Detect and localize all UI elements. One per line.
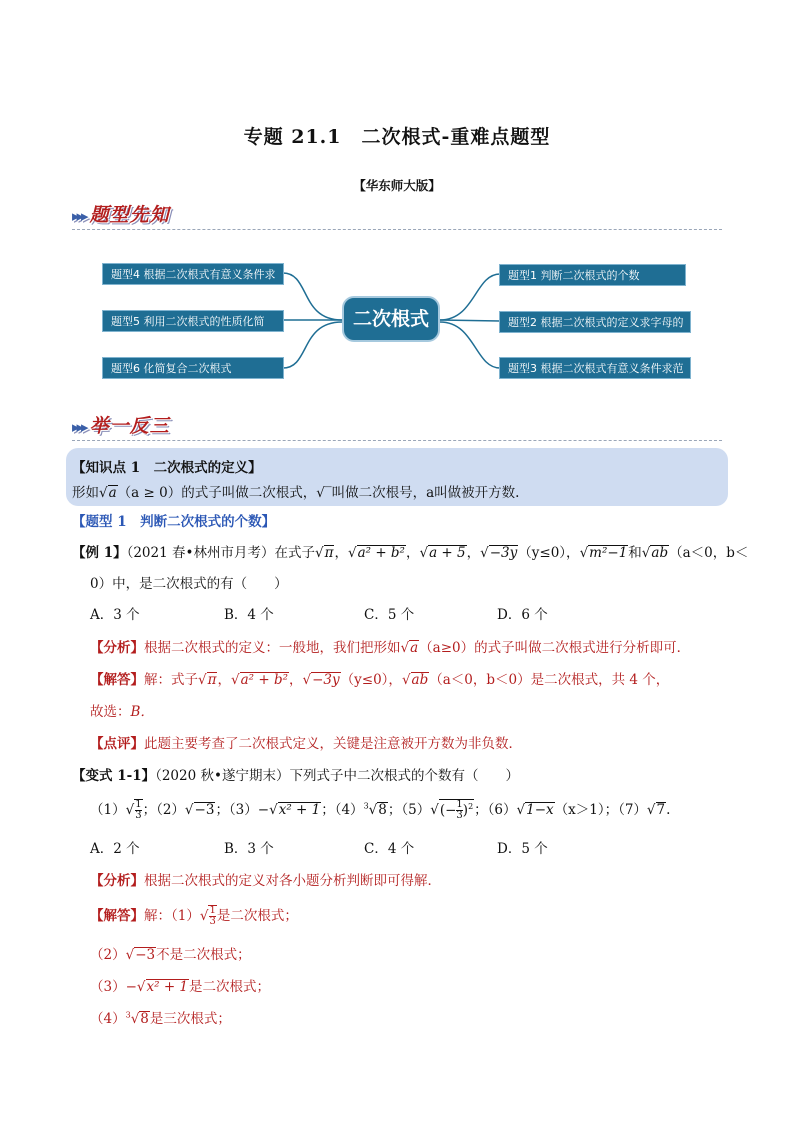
- mindmap-node-type5: 题型5 利用二次根式的性质化简: [102, 310, 284, 332]
- example1-line2: 0）中，是二次根式的有（ ）: [90, 576, 288, 592]
- radical-a: a: [108, 485, 117, 501]
- connector-right-3: [440, 322, 500, 368]
- example1-option-c: C．5 个: [364, 607, 415, 623]
- variant1-answer-2: （2）√−3不是二次根式；: [90, 947, 251, 963]
- section-divider: [72, 229, 722, 230]
- example1-analysis: 【分析】根据二次根式的定义：一般地，我们把形如√a（a≥0）的式子叫做二次根式进行分析即可．: [90, 640, 691, 656]
- example1-option-b: B．4 个: [224, 607, 274, 623]
- section-practice-heading: [72, 411, 170, 438]
- connector-right-1: [440, 274, 500, 320]
- variant1-option-a: A．2 个: [90, 841, 140, 857]
- mindmap-center-node: 二次根式: [342, 296, 440, 342]
- knowledge-definition: 形如√a（a ≥ 0）的式子叫做二次根式，√‾叫做二次根号，a叫做被开方数.: [72, 485, 520, 501]
- variant1-answer-4: $(4)^3√8$是三次根式；: [90, 1010, 231, 1027]
- mindmap-node-type2: 题型2 根据二次根式的定义求字母的值: [499, 311, 691, 333]
- mindmap-node-type4: 题型4 根据二次根式有意义条件求值: [102, 263, 284, 285]
- mindmap-node-type3: 题型3 根据二次根式有意义条件求范围: [499, 357, 691, 379]
- section-divider: [72, 440, 722, 441]
- example1-comment: 【点评】此题主要考查了二次根式定义，关键是注意被开方数为非负数．: [90, 736, 522, 752]
- variant1-option-d: D．5 个: [497, 841, 548, 857]
- example1-option-d: D．6 个: [497, 607, 548, 623]
- variant1-option-b: B．3 个: [224, 841, 274, 857]
- section-preview-heading: [72, 200, 170, 227]
- variant1-items: （1）√ $\frac{1}{3}$ ；（2）√−3；（3）−√x² + 1；$(4)^3√8$；（5）√(− $\frac{1}{3}$ )$^2$；（6）√1−x（x＞1）；（7）√7.: [90, 799, 671, 821]
- page-title: 专题 21.1 二次根式-重难点题型: [243, 126, 551, 148]
- example1-label: 【例 1】: [72, 545, 127, 561]
- connector-right-2: [440, 320, 500, 321]
- variant1-header: 【变式 1-1】（2020 秋•遂宁期末）下列式子中二次根式的个数有（ ）: [72, 768, 519, 784]
- connector-left-1: [283, 273, 342, 320]
- mindmap-node-type6: 题型6 化简复合二次根式: [102, 357, 284, 379]
- edition-label: 【华东师大版】: [353, 178, 441, 193]
- mindmap-node-type1: 题型1 判断二次根式的个数: [499, 264, 686, 286]
- type1-heading: 【题型 1 判断二次根式的个数】: [72, 514, 276, 530]
- variant1-analysis: 【分析】根据二次根式的定义对各小题分析判断即可得解．: [90, 873, 441, 889]
- example1-line1: 【例 1】（2021 春•林州市月考）在式子√π，√a² + b²，√a + 5，√−3y（y≤0），√m²−1和√ab（a＜0，b＜: [72, 545, 749, 561]
- example1-choice: 故选：B．: [90, 704, 154, 720]
- connector-left-3: [283, 322, 342, 368]
- example1-answer: 【解答】解：式子√π，√a² + b²，√−3y（y≤0），√ab（a＜0，b＜0）是二次根式，共 4 个，: [90, 672, 670, 688]
- section-preview-title: 题型先知: [89, 204, 170, 226]
- triple-arrow-icon: ▸▸▸: [72, 418, 86, 436]
- variant1-option-c: C．4 个: [364, 841, 415, 857]
- variant1-answer-3: （3）−√x² + 1是二次根式；: [90, 979, 271, 995]
- variant1-answer-1: 【解答】解：（1）√ $\frac{1}{3}$ 是二次根式；: [90, 905, 298, 927]
- section-practice-title: 举一反三: [89, 415, 170, 437]
- example1-option-a: A．3 个: [90, 607, 140, 623]
- knowledge-heading: 【知识点 1 二次根式的定义】: [72, 460, 262, 476]
- triple-arrow-icon: ▸▸▸: [72, 207, 86, 225]
- variant1-label: 【变式 1-1】: [72, 768, 156, 784]
